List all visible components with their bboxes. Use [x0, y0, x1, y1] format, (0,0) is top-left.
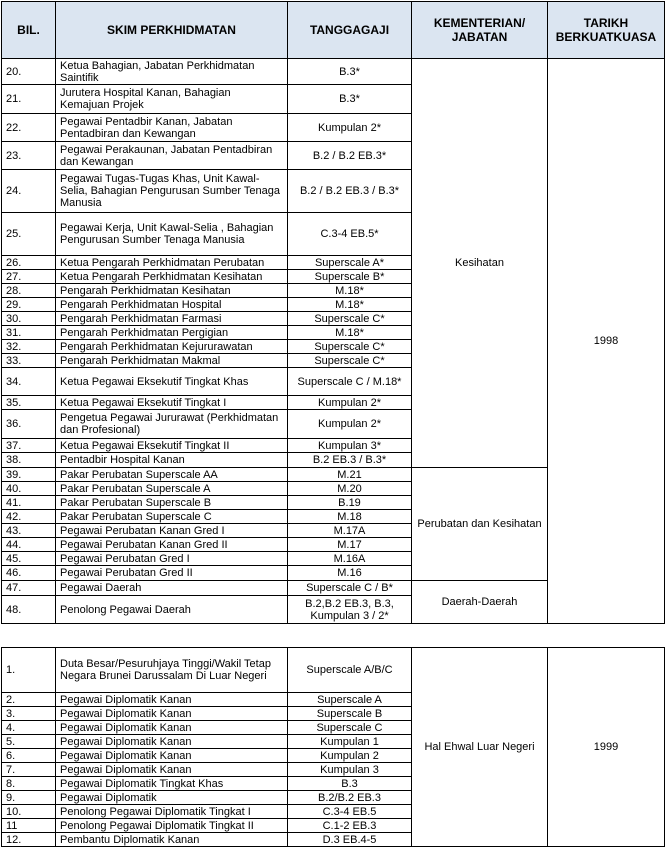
- row-skim: Pengarah Perkhidmatan Farmasi: [56, 312, 288, 326]
- group-tarikh: 1999: [548, 648, 665, 847]
- row-number: 38.: [2, 453, 56, 468]
- row-number: 28.: [2, 284, 56, 298]
- group-kementerian: Perubatan dan Kesihatan: [412, 468, 548, 581]
- row-number: 25.: [2, 213, 56, 256]
- row-gaji: Superscale A*: [288, 256, 412, 270]
- row-gaji: B.19: [288, 496, 412, 510]
- row-skim: Pegawai Perakaunan, Jabatan Pentadbiran dan Kewangan: [56, 142, 288, 170]
- table-2-body: [2, 648, 665, 847]
- row-skim: Pengarah Perkhidmatan Makmal: [56, 354, 288, 368]
- row-skim: Pegawai Kerja, Unit Kawal-Selia , Bahagian Pengurusan Sumber Tenaga Manusia: [56, 213, 288, 256]
- row-number: 22.: [2, 114, 56, 142]
- row-gaji: Superscale B*: [288, 270, 412, 284]
- row-skim: Pengarah Perkhidmatan Kesihatan: [56, 284, 288, 298]
- row-number: 7.: [2, 763, 56, 777]
- row-gaji: B.3*: [288, 85, 412, 114]
- group-kementerian: Hal Ehwal Luar Negeri: [412, 648, 548, 847]
- row-number: 47.: [2, 581, 56, 596]
- table-gap: [0, 634, 665, 647]
- row-skim: Pengarah Perkhidmatan Pergigian: [56, 326, 288, 340]
- row-gaji: Superscale C / M.18*: [288, 368, 412, 396]
- row-gaji: M.18*: [288, 284, 412, 298]
- row-skim: Pegawai Diplomatik Tingkat Khas: [56, 777, 288, 791]
- table-row: [2, 59, 665, 85]
- row-skim: Duta Besar/Pesuruhjaya Tinggi/Wakil Tetap Negara Brunei Darussalam Di Luar Negeri: [56, 648, 288, 693]
- row-skim: Pegawai Perubatan Gred I: [56, 552, 288, 566]
- header-row: [2, 2, 665, 59]
- row-skim: Pembantu Diplomatik Kanan: [56, 833, 288, 847]
- table-row: [2, 648, 665, 693]
- row-number: 20.: [2, 59, 56, 85]
- row-number: 21.: [2, 85, 56, 114]
- row-number: 6.: [2, 749, 56, 763]
- row-skim: Ketua Bahagian, Jabatan Perkhidmatan Saintifik: [56, 59, 288, 85]
- row-skim: Pegawai Tugas-Tugas Khas, Unit Kawal-Selia, Bahagian Pengurusan Sumber Tenaga Manusia: [56, 170, 288, 213]
- header-skim: SKIM PERKHIDMATAN: [56, 2, 288, 59]
- row-gaji: Kumpulan 2*: [288, 410, 412, 439]
- row-gaji: B.2,B.2 EB.3, B.3, Kumpulan 3 / 2*: [288, 596, 412, 624]
- row-gaji: Superscale C*: [288, 354, 412, 368]
- header-tarikh: TARIKH BERKUATKUASA: [548, 2, 665, 59]
- row-number: 5.: [2, 735, 56, 749]
- row-skim: Penolong Pegawai Diplomatik Tingkat I: [56, 805, 288, 819]
- row-gaji: B.2 EB.3 / B.3*: [288, 453, 412, 468]
- row-skim: Penolong Pegawai Diplomatik Tingkat II: [56, 819, 288, 833]
- group-kementerian: Kesihatan: [412, 59, 548, 468]
- row-skim: Pentadbir Hospital Kanan: [56, 453, 288, 468]
- row-number: 32.: [2, 340, 56, 354]
- row-number: 42.: [2, 510, 56, 524]
- row-skim: Pegawai Diplomatik Kanan: [56, 749, 288, 763]
- row-number: 39.: [2, 468, 56, 482]
- header-bil: BIL.: [2, 2, 56, 59]
- row-gaji: M.18*: [288, 298, 412, 312]
- row-gaji: M.18: [288, 510, 412, 524]
- row-skim: Pakar Perubatan Superscale AA: [56, 468, 288, 482]
- row-skim: Pegawai Diplomatik Kanan: [56, 693, 288, 707]
- row-skim: Ketua Pegawai Eksekutif Tingkat II: [56, 439, 288, 453]
- row-number: 4.: [2, 721, 56, 735]
- row-skim: Jurutera Hospital Kanan, Bahagian Kemajuan Projek: [56, 85, 288, 114]
- row-gaji: M.17: [288, 538, 412, 552]
- row-skim: Pegawai Daerah: [56, 581, 288, 596]
- row-number: 26.: [2, 256, 56, 270]
- row-number: 9.: [2, 791, 56, 805]
- row-skim: Pegawai Diplomatik: [56, 791, 288, 805]
- row-gaji: M.17A: [288, 524, 412, 538]
- row-number: 24.: [2, 170, 56, 213]
- row-gaji: C.3-4 EB.5*: [288, 213, 412, 256]
- row-skim: Ketua Pegawai Eksekutif Tingkat I: [56, 396, 288, 410]
- row-number: 35.: [2, 396, 56, 410]
- group-tarikh: 1998: [548, 59, 665, 624]
- row-skim: Pegawai Diplomatik Kanan: [56, 735, 288, 749]
- row-skim: Pegawai Perubatan Kanan Gred I: [56, 524, 288, 538]
- row-gaji: Superscale C: [288, 721, 412, 735]
- row-gaji: B.3: [288, 777, 412, 791]
- row-number: 12.: [2, 833, 56, 847]
- row-gaji: M.21: [288, 468, 412, 482]
- row-gaji: Kumpulan 3*: [288, 439, 412, 453]
- row-number: 27.: [2, 270, 56, 284]
- row-skim: Pegawai Pentadbir Kanan, Jabatan Pentadbiran dan Kewangan: [56, 114, 288, 142]
- row-number: 45.: [2, 552, 56, 566]
- row-skim: Penolong Pegawai Daerah: [56, 596, 288, 624]
- row-gaji: Kumpulan 2: [288, 749, 412, 763]
- row-number: 10.: [2, 805, 56, 819]
- row-gaji: B.3*: [288, 59, 412, 85]
- row-number: 40.: [2, 482, 56, 496]
- row-gaji: Superscale C*: [288, 312, 412, 326]
- row-skim: Pegawai Perubatan Kanan Gred II: [56, 538, 288, 552]
- row-number: 3.: [2, 707, 56, 721]
- row-skim: Pengarah Perkhidmatan Kejururawatan: [56, 340, 288, 354]
- row-number: 2.: [2, 693, 56, 707]
- row-gaji: Kumpulan 3: [288, 763, 412, 777]
- row-gaji: Superscale A/B/C: [288, 648, 412, 693]
- row-skim: Pengetua Pegawai Jururawat (Perkhidmatan dan Profesional): [56, 410, 288, 439]
- row-gaji: Kumpulan 2*: [288, 114, 412, 142]
- row-number: 43.: [2, 524, 56, 538]
- row-gaji: M.18*: [288, 326, 412, 340]
- header-kementerian: KEMENTERIAN/ JABATAN: [412, 2, 548, 59]
- row-gaji: Superscale C*: [288, 340, 412, 354]
- row-gaji: B.2 / B.2 EB.3 / B.3*: [288, 170, 412, 213]
- row-gaji: Superscale A: [288, 693, 412, 707]
- row-number: 23.: [2, 142, 56, 170]
- row-gaji: C.3-4 EB.5: [288, 805, 412, 819]
- row-skim: Pegawai Perubatan Gred II: [56, 566, 288, 581]
- row-gaji: D.3 EB.4-5: [288, 833, 412, 847]
- group-kementerian: Daerah-Daerah: [412, 581, 548, 624]
- row-skim: Pengarah Perkhidmatan Hospital: [56, 298, 288, 312]
- row-gaji: M.20: [288, 482, 412, 496]
- salary-table-2: [1, 647, 665, 847]
- row-gaji: Superscale C / B*: [288, 581, 412, 596]
- row-gaji: Superscale B: [288, 707, 412, 721]
- row-skim: Ketua Pengarah Perkhidmatan Perubatan: [56, 256, 288, 270]
- row-number: 36.: [2, 410, 56, 439]
- row-number: 33.: [2, 354, 56, 368]
- row-number: 46.: [2, 566, 56, 581]
- row-number: 31.: [2, 326, 56, 340]
- row-number: 30.: [2, 312, 56, 326]
- row-gaji: M.16: [288, 566, 412, 581]
- row-number: 48.: [2, 596, 56, 624]
- row-skim: Ketua Pegawai Eksekutif Tingkat Khas: [56, 368, 288, 396]
- row-skim: Ketua Pengarah Perkhidmatan Kesihatan: [56, 270, 288, 284]
- row-number: 37.: [2, 439, 56, 453]
- row-gaji: M.16A: [288, 552, 412, 566]
- table-1-body: [2, 59, 665, 624]
- salary-table-1: [1, 1, 665, 624]
- row-number: 44.: [2, 538, 56, 552]
- row-gaji: C.1-2 EB.3: [288, 819, 412, 833]
- header-gaji: TANGGAGAJI: [288, 2, 412, 59]
- row-gaji: B.2 / B.2 EB.3*: [288, 142, 412, 170]
- row-skim: Pakar Perubatan Superscale C: [56, 510, 288, 524]
- row-skim: Pakar Perubatan Superscale A: [56, 482, 288, 496]
- row-skim: Pegawai Diplomatik Kanan: [56, 707, 288, 721]
- row-skim: Pakar Perubatan Superscale B: [56, 496, 288, 510]
- row-number: 11: [2, 819, 56, 833]
- row-gaji: Kumpulan 2*: [288, 396, 412, 410]
- row-number: 34.: [2, 368, 56, 396]
- row-skim: Pegawai Diplomatik Kanan: [56, 721, 288, 735]
- row-number: 41.: [2, 496, 56, 510]
- row-gaji: B.2/B.2 EB.3: [288, 791, 412, 805]
- row-number: 1.: [2, 648, 56, 693]
- row-skim: Pegawai Diplomatik Kanan: [56, 763, 288, 777]
- row-number: 29.: [2, 298, 56, 312]
- row-gaji: Kumpulan 1: [288, 735, 412, 749]
- row-number: 8.: [2, 777, 56, 791]
